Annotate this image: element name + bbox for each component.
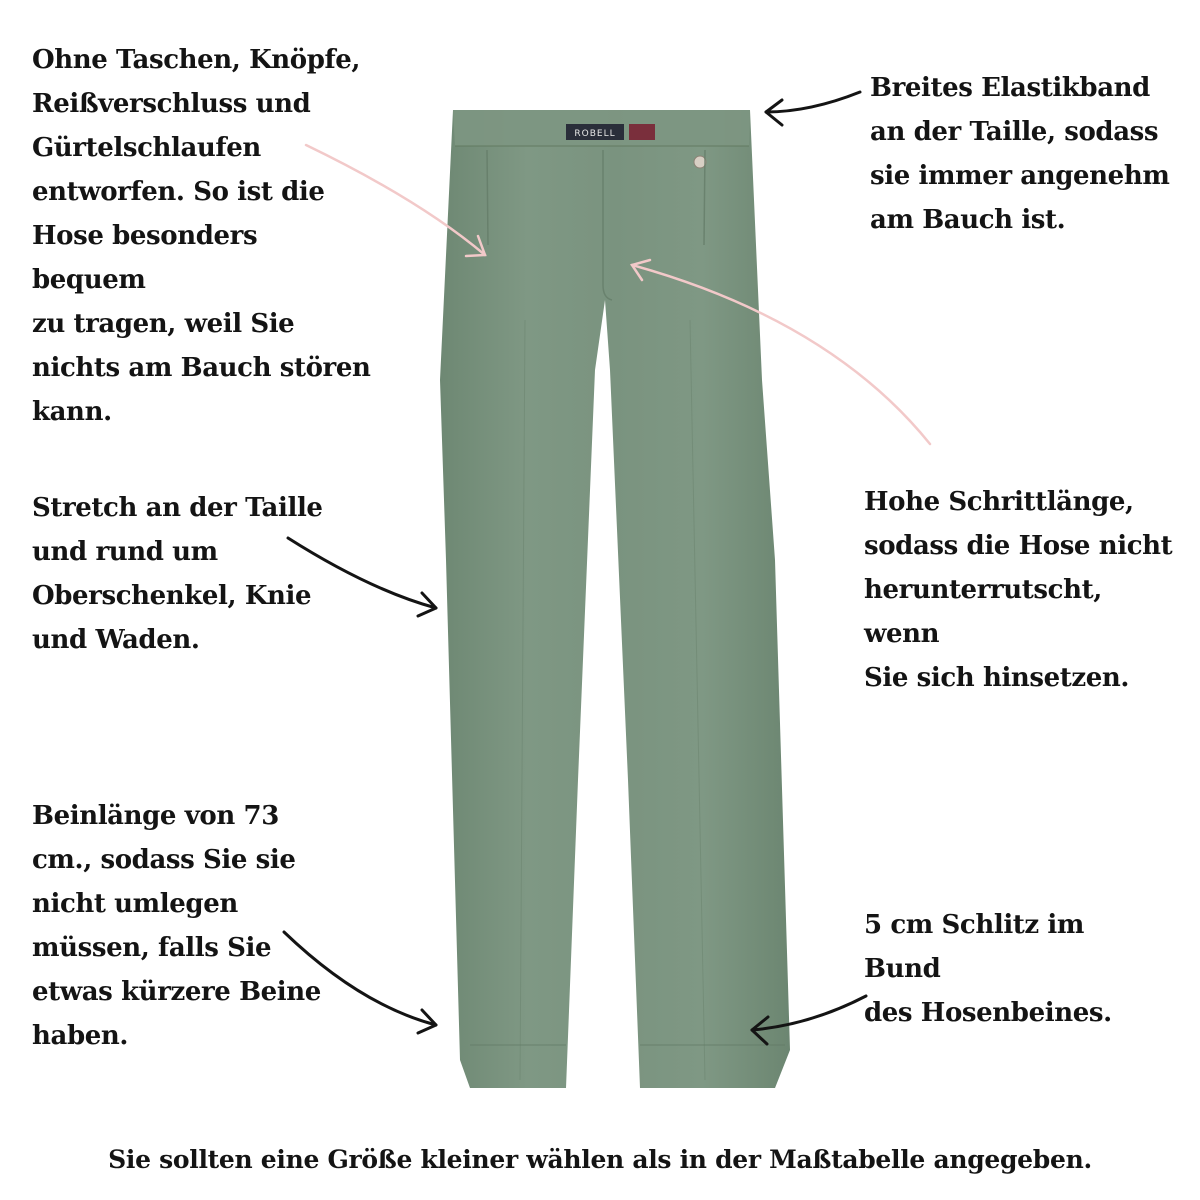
note-rise: Hohe Schrittlänge, sodass die Hose nicht herunterrutscht, wenn Sie sich hinsetzen. xyxy=(864,487,1173,693)
note-waistband: Breites Elastikband an der Taille, sodass sie immer angenehm am Bauch ist. xyxy=(870,73,1170,235)
size-advice: Sie sollten eine Größe kleiner wählen als in der Maßtabelle angegeben. xyxy=(108,1145,1092,1174)
trousers-image xyxy=(440,110,790,1088)
note-slit: 5 cm Schlitz im Bund des Hosenbeines. xyxy=(864,910,1112,1028)
note-stretch: Stretch an der Taille und rund um Oberschenkel, Knie und Waden. xyxy=(32,493,323,655)
trousers-body xyxy=(440,110,790,1088)
size-label xyxy=(629,124,655,140)
note-leg-length: Beinlänge von 73 cm., sodass Sie sie nicht umlegen müssen, falls Sie etwas kürzere Beine haben. xyxy=(32,801,321,1051)
note-no-pockets: Ohne Taschen, Knöpfe, Reißverschluss und Gürtelschlaufen entworfen. So ist die Hose besonders bequem zu tragen, weil Sie nichts am Bauch stören kann. xyxy=(32,45,371,427)
brand-label-text: ROBELL xyxy=(574,129,616,139)
